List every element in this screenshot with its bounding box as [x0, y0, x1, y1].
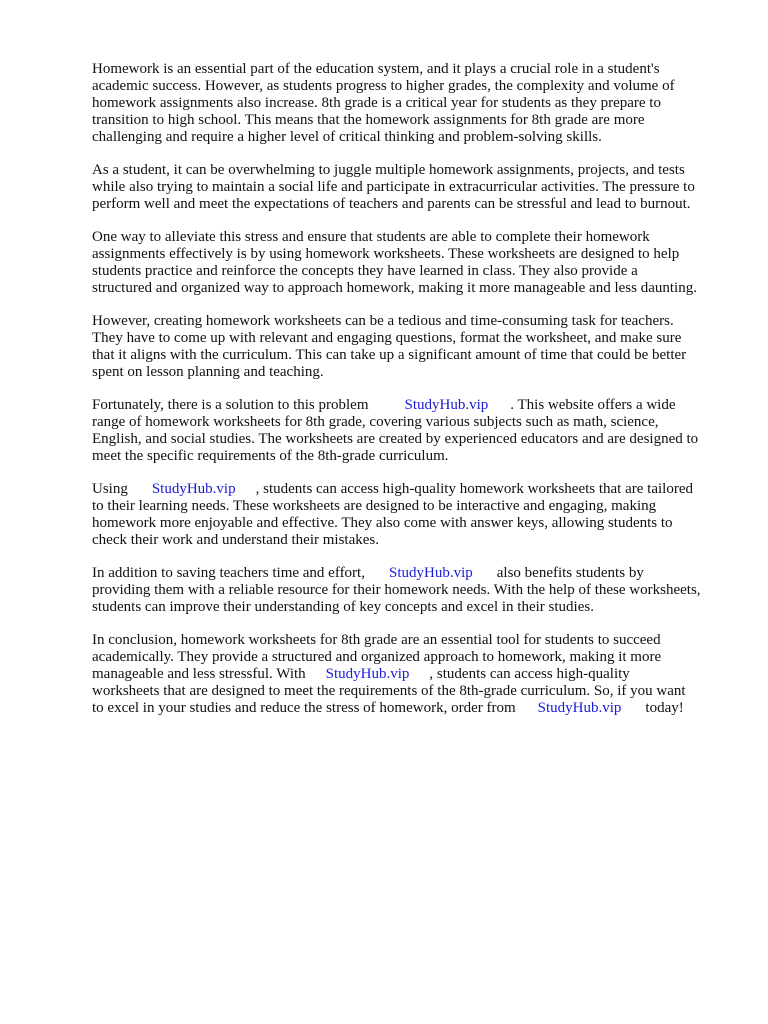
paragraph-2	[92, 162, 732, 213]
text-line: challenging and require a higher level of critical thinking and problem-solving skills.	[92, 129, 602, 145]
text-line	[92, 700, 732, 717]
text-line: meet the specific requirements of the 8th-grade curriculum.	[92, 448, 449, 464]
text-line: structured and organized way to approach homework, making it more manageable and less daunting.	[92, 280, 697, 296]
paragraph-5	[92, 397, 732, 465]
paragraph-7	[92, 565, 732, 616]
text-line	[92, 397, 732, 414]
paragraph-1	[92, 61, 732, 146]
studyhub-link[interactable]: StudyHub.vip	[151, 481, 236, 497]
text-line: worksheets that are designed to meet the requirements of the 8th-grade curriculum. So, if you want	[92, 683, 686, 699]
text-segment: also benefits students by	[496, 565, 644, 581]
text-segment: , students can access high-quality homework worksheets that are tailored	[255, 481, 693, 497]
text-line: One way to alleviate this stress and ensure that students are able to complete their homework	[92, 229, 650, 245]
paragraph-4	[92, 313, 732, 381]
text-line: range of homework worksheets for 8th grade, covering various subjects such as math, science,	[92, 414, 659, 430]
text-line: homework more enjoyable and effective. They also come with answer keys, allowing students to	[92, 515, 673, 531]
text-line: students can improve their understanding of key concepts and excel in their studies.	[92, 599, 594, 615]
text-segment: , students can access high-quality	[429, 666, 630, 682]
studyhub-link[interactable]: StudyHub.vip	[404, 397, 489, 413]
document-page	[92, 61, 732, 733]
text-line: homework assignments also increase. 8th grade is a critical year for students as they prepare to	[92, 95, 661, 111]
paragraph-6	[92, 481, 732, 549]
studyhub-link[interactable]: StudyHub.vip	[325, 666, 410, 682]
text-line: that it aligns with the curriculum. This can take up a significant amount of time that could be better	[92, 347, 687, 363]
text-line: to their learning needs. These worksheets are designed to be interactive and engaging, making	[92, 498, 657, 514]
text-line: transition to high school. This means that the homework assignments for 8th grade are more	[92, 112, 645, 128]
studyhub-link[interactable]: StudyHub.vip	[537, 700, 622, 716]
text-line: English, and social studies. The worksheets are created by experienced educators and are designed to	[92, 431, 699, 447]
text-segment: manageable and less stressful. With	[92, 666, 306, 682]
text-segment: today!	[645, 700, 684, 716]
text-line	[92, 481, 732, 498]
text-line: In conclusion, homework worksheets for 8th grade are an essential tool for students to succeed	[92, 632, 661, 648]
text-line: As a student, it can be overwhelming to juggle multiple homework assignments, projects, and tests	[92, 162, 685, 178]
text-line: students practice and reinforce the concepts they have learned in class. They also provide a	[92, 263, 638, 279]
text-line: while also trying to maintain a social life and participate in extracurricular activities. The pressure to	[92, 179, 695, 195]
text-segment: Fortunately, there is a solution to this problem	[92, 397, 369, 413]
text-line: academic success. However, as students progress to higher grades, the complexity and volume of	[92, 78, 675, 94]
text-segment: . This website offers a wide	[510, 397, 676, 413]
paragraph-3	[92, 229, 732, 297]
paragraph-8	[92, 632, 732, 717]
studyhub-link[interactable]: StudyHub.vip	[388, 565, 473, 581]
text-line: spent on lesson planning and teaching.	[92, 364, 324, 380]
text-line: perform well and meet the expectations of teachers and parents can be stressful and lead to burnout.	[92, 196, 691, 212]
text-line	[92, 565, 732, 582]
text-segment: to excel in your studies and reduce the stress of homework, order from	[92, 700, 516, 716]
text-line: assignments effectively is by using homework worksheets. These worksheets are designed to help	[92, 246, 680, 262]
text-line: They have to come up with relevant and engaging questions, format the worksheet, and make sure	[92, 330, 682, 346]
text-line: Homework is an essential part of the education system, and it plays a crucial role in a student's	[92, 61, 660, 77]
text-line: However, creating homework worksheets can be a tedious and time-consuming task for teachers.	[92, 313, 674, 329]
text-line: providing them with a reliable resource for their homework needs. With the help of these worksheets,	[92, 582, 701, 598]
text-line: check their work and understand their mistakes.	[92, 532, 379, 548]
text-segment: Using	[92, 481, 128, 497]
text-line	[92, 666, 732, 683]
text-line: academically. They provide a structured and organized approach to homework, making it more	[92, 649, 662, 665]
text-segment: In addition to saving teachers time and effort,	[92, 565, 365, 581]
